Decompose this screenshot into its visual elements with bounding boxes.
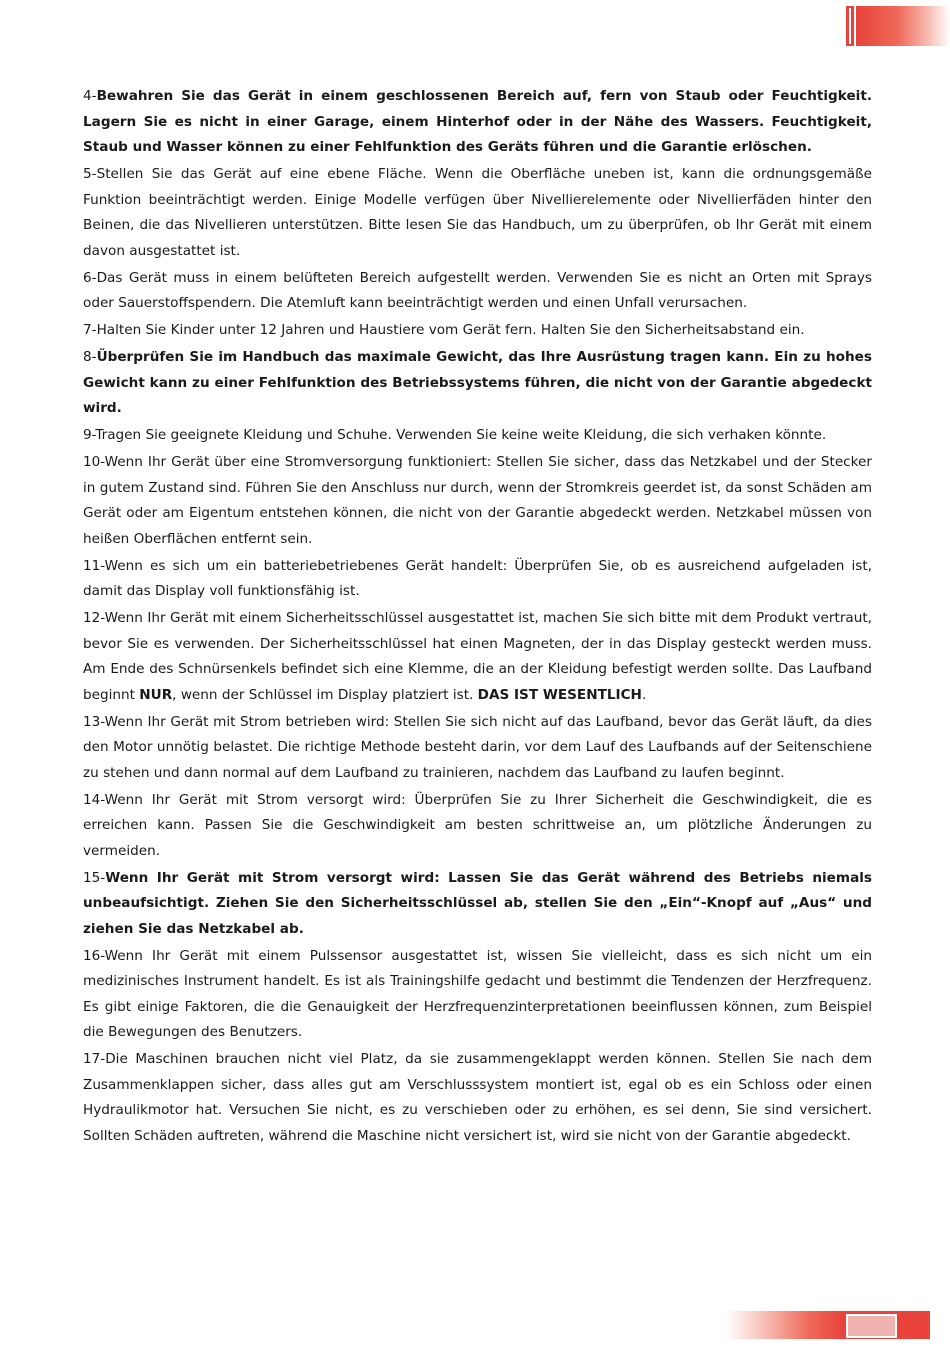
instruction-6 [83, 266, 872, 317]
item-number: 14- [83, 791, 105, 808]
item-text: Wenn Ihr Gerät mit Strom versorgt wird: Überprüfen Sie zu Ihrer Sicherheit die Geschwindigkeit, die es erreichen kann. Passen Sie die Geschwindigkeit am besten schrittweise an, um plötzliche Änderungen zu vermeiden. [83, 791, 872, 859]
header-accent-line [849, 8, 851, 44]
item-text: Tragen Sie geeignete Kleidung und Schuhe. Verwenden Sie keine weite Kleidung, die sich verhaken könnte. [95, 427, 827, 443]
item-text: Die Maschinen brauchen nicht viel Platz, da sie zusammengeklappt werden können. Stellen Sie nach dem Zusammenklappen sicher, dass alles gut am Verschlusssystem montiert ist, egal ob es ein Schloss oder einen Hydraulikmotor hat. Versuchen Sie nicht, es zu verschieben oder zu erhöhen, es sei denn, Sie sind versichert. Sollten Schäden auftreten, während die Maschine nicht versichert ist, wird sie nicht von der Garantie abgedeckt. [83, 1051, 872, 1144]
instruction-14 [83, 788, 872, 865]
instruction-17 [83, 1047, 872, 1149]
item-text: Stellen Sie das Gerät auf eine ebene Fläche. Wenn die Oberfläche uneben ist, kann die ordnungsgemäße Funktion beeinträchtigt werden. Einige Modelle verfügen über Nivellierelemente oder Nivellierfäden hinter den Beinen, die das Nivellieren unterstützen. Bitte lesen Sie das Handbuch, um zu überprüfen, ob Ihr Gerät mit einem davon ausgestattet ist. [83, 166, 872, 259]
page-number-box [846, 1314, 897, 1338]
item-text: Wenn Ihr Gerät mit Strom versorgt wird: Lassen Sie das Gerät während des Betriebs niemals unbeaufsichtigt. Ziehen Sie den Sicherheitsschlüssel ab, stellen Sie den „Ein“-Knopf auf „Aus“ und ziehen Sie das Netzkabel ab. [83, 869, 872, 937]
instruction-12 [83, 606, 872, 708]
item-number: 6- [83, 269, 97, 286]
item-number: 10- [83, 454, 105, 470]
item-number: 8- [83, 349, 97, 365]
instruction-15 [83, 866, 872, 943]
item-number: 4- [83, 88, 97, 104]
instruction-13 [83, 710, 872, 787]
item-text: Wenn es sich um ein batteriebetriebenes Gerät handelt: Überprüfen Sie, ob es ausreichend aufgeladen ist, damit das Display voll funktionsfähig ist. [83, 557, 872, 599]
item-text: , wenn der Schlüssel im Display platziert ist. [172, 686, 478, 703]
item-number: 12- [83, 610, 105, 626]
instruction-8 [83, 345, 872, 422]
footer-gradient-band [726, 1311, 844, 1339]
header-decoration [846, 6, 950, 46]
instruction-7 [83, 318, 872, 344]
item-text: Wenn Ihr Gerät mit einem Sicherheitsschlüssel ausgestattet ist, machen Sie sich bitte mit dem Produkt vertraut, bevor Sie es verwenden. Der Sicherheitsschlüssel hat einen Magneten, der in das Display gesteckt werden muss. Am Ende des Schnürsenkels befindet sich eine Klemme, die an der Kleidung befestigt werden sollte. Das Laufband beginnt [83, 610, 872, 703]
footer-decoration [726, 1311, 930, 1339]
item-number: 11- [83, 557, 105, 574]
item-number: 5- [83, 166, 97, 182]
item-text: Halten Sie Kinder unter 12 Jahren und Haustiere vom Gerät fern. Halten Sie den Sicherheitsabstand ein. [96, 322, 805, 338]
instruction-11 [83, 554, 872, 605]
item-text: Wenn Ihr Gerät mit einem Pulssensor ausgestattet ist, wissen Sie vielleicht, dass es sich nicht um ein medizinisches Instrument handelt. Es ist als Trainingshilfe gedacht und bestimmt die Tendenzen der Herzfrequenz. Es gibt einige Faktoren, die die Genauigkeit der Herzfrequenzinterpretationen beeinflussen können, zum Beispiel die Bewegungen des Benutzers. [83, 947, 872, 1040]
safety-instructions [83, 84, 872, 1151]
item-emphasis: NUR [139, 686, 173, 703]
item-number: 13- [83, 713, 105, 730]
item-text: Bewahren Sie das Gerät in einem geschlossenen Bereich auf, fern von Staub oder Feuchtigkeit. Lagern Sie es nicht in einer Garage, einem Hinterhof oder in der Nähe des Wassers. Feuchtigkeit, Staub und Wasser können zu einer Fehlfunktion des Geräts führen und die Garantie erlöschen. [83, 88, 872, 155]
instruction-10 [83, 450, 872, 552]
header-gradient-band [856, 6, 950, 46]
item-text: Das Gerät muss in einem belüfteten Bereich aufgestellt werden. Verwenden Sie es nicht an Orten mit Sprays oder Sauerstoffspendern. Die Atemluft kann beeinträchtigt werden und einen Unfall verursachen. [83, 269, 872, 311]
item-text: Wenn Ihr Gerät mit Strom betrieben wird: Stellen Sie sich nicht auf das Laufband, bevor das Gerät läuft, da dies den Motor unnötig belastet. Die richtige Methode besteht darin, vor dem Lauf des Laufbands auf der Seitenschiene zu stehen und dann normal auf dem Laufband zu trainieren, nachdem das Laufband zu laufen beginnt. [83, 713, 872, 781]
item-text: Wenn Ihr Gerät über eine Stromversorgung funktioniert: Stellen Sie sicher, dass das Netzkabel und der Stecker in gutem Zustand sind. Führen Sie den Anschluss nur durch, wenn der Stromkreis geerdet ist, da sonst Schäden am Gerät oder am Eigentum entstehen können, die nicht von der Garantie abgedeckt werden. Netzkabel müssen von heißen Oberflächen entfernt sein. [83, 454, 872, 547]
item-number: 16- [83, 947, 105, 964]
instruction-16 [83, 944, 872, 1046]
instruction-9 [83, 423, 872, 449]
item-number: 7- [83, 322, 97, 338]
instruction-4 [83, 84, 872, 161]
item-emphasis: DAS IST WESENTLICH [477, 686, 642, 703]
instruction-5 [83, 162, 872, 264]
item-number: 9- [83, 427, 96, 443]
item-number: 17- [83, 1051, 106, 1067]
item-text: . [641, 686, 647, 703]
item-number: 15- [83, 869, 106, 886]
item-text: Überprüfen Sie im Handbuch das maximale Gewicht, das Ihre Ausrüstung tragen kann. Ein zu hohes Gewicht kann zu einer Fehlfunktion des Betriebssystems führen, die nicht von der Garantie abgedeckt wird. [83, 349, 872, 416]
